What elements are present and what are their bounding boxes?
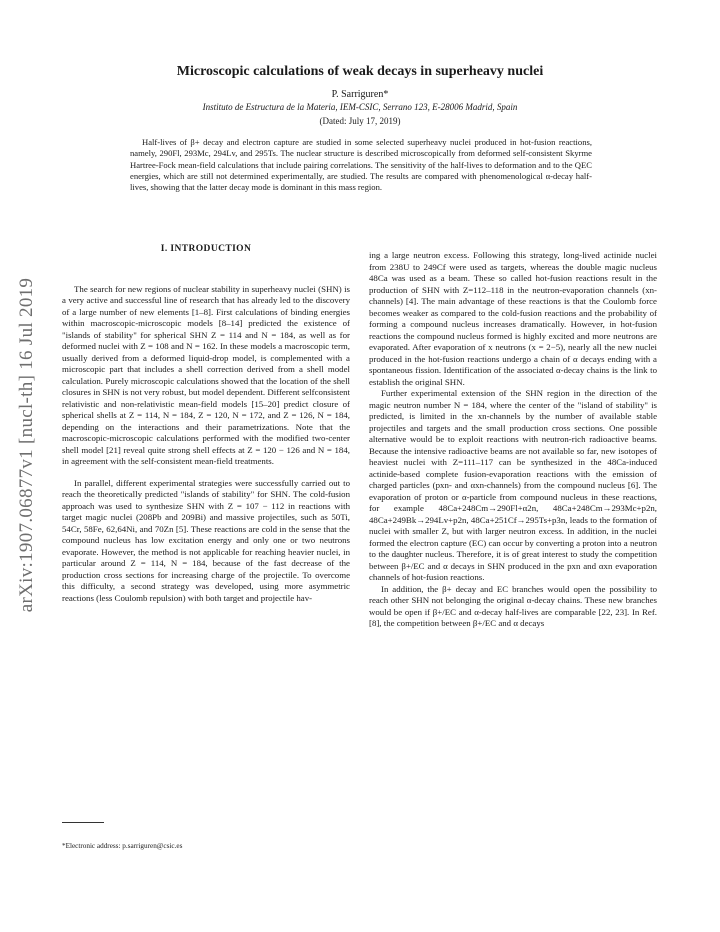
author-name: P. Sarriguren* (331, 89, 389, 100)
paragraph: In addition, the β+ decay and EC branches would open the possibility to reach other SHN not belonging the original α-decay chains. These new branches would be open if β+/EC and α-decay half-lives are comparable [22, 23]. In Ref. [8], the competition between β+/EC and α decays (369, 583, 657, 628)
left-column (62, 244, 350, 604)
paragraph: Further experimental extension of the SHN region in the direction of the magic neutron number N = 184, where the center of the "island of stability" is predicted, is limited in the xn-channels by the number of available stable projectiles and targets and the small production cross sections. One possible alternative would be to exploit reactions with neutron-rich radioactive beams. Because the intensive radioactive beams are not available so far, new isotopes of heaviest nuclei with Z=111–117 can be synthesized in the 48Ca-induced actinide-based complete fusion-evaporation reactions with the emission of charged particles (pxn- and αxn-channels) from the compound nucleus [6]. The evaporation of proton or α-particle from compound nucleus in these reactions, for example 48Ca+248Cm→290Fl+α2n, 48Ca+248Cm→293Mc+p2n, 48Ca+249Bk→294Lv+p2n, 48Ca+251Cf→295Ts+p3n, leads to the formation of nuclei with smaller Z, but with larger neutron excess. In addition, in the nuclei formed the electron capture (EC) can occur by converting a proton into a neutron to the daughter nucleus. Therefore, it is of great interest to study the competition between β+/EC and α decays in SHN produced in the pxn and αxn evaporation channels of hot-fusion reactions. (369, 388, 657, 582)
right-column (369, 250, 657, 630)
section-heading: I. INTRODUCTION (160, 244, 252, 254)
arxiv-sidebar (8, 235, 46, 655)
paragraph: In parallel, different experimental strategies were successfully carried out to reach the theoretically predicted "islands of stability" for SHN. The cold-fusion approach was used to synthesize SHN with Z = 107 − 112 in reactions with target magic nuclei (208Pb and 209Bi) and massive projectiles, such as 50Ti, 54Cr, 58Fe, 62,64Ni, and 70Zn [5]. These reactions are cold in the sense that the compound nucleus has low excitation energy and only one or two neutrons evaporate. However, the method is not applicable for reaching heavier nuclei, in particular around Z = 114, N = 184, because of the fast decrease of the production cross sections for increasing charge of the projectile. To overcome this difficulty, a second strategy was developed, using more asymmetric reactions (less Coulomb repulsion) with both target and projectile hav- (62, 477, 350, 603)
paper-title: Microscopic calculations of weak decays in superheavy nuclei (176, 64, 544, 79)
paragraph: ing a large neutron excess. Following this strategy, long-lived actinide nuclei from 238U to 249Cf were used as targets, whereas the double magic nucleus 48Ca was used as a beam. These so called hot-fusion reactions result in the production of SHN with Z=112–118 in the neutron-evaporation channels (xn-channels) [4]. The main advantage of these reactions is that the Coulomb force becomes weaker as compared to the cold-fusion reactions and the probability of forming a compound nucleus increases dramatically. However, in hot-fusion reactions the compound nucleus formed is highly excited and more neutrons are evaporated. After evaporation of x neutrons (x = 2−5), nearly all the new nuclei produced in the hot-fusion reactions undergo a chain of α decays ending with a spontaneous fission. Identification of the associated α-decay chains is the link to establish the original SHN. (369, 250, 657, 387)
abstract: Half-lives of β+ decay and electron capture are studied in some selected superheavy nuclei produced in hot-fusion reactions, namely, 290Fl, 293Mc, 294Lv, and 295Ts. The nuclear structure is described microscopically from deformed self-consistent Skyrme Hartree-Fock mean-field calculations that include pairing correlations. The sensitivity of the half-lives to deformation and to the QEC energies, which are still not determined experimentally, are studied. The results are compared with phenomenological α-decay half-lives, showing that the latter decay mode is dominant in this mass region. (130, 137, 592, 193)
arxiv-identifier: arXiv:1907.06877v1 [nucl-th] 16 Jul 2019 (16, 277, 37, 613)
paragraph: The search for new regions of nuclear stability in superheavy nuclei (SHN) is a very active and successful line of research that has already led to the discovery of a large number of new elements [1–8]. First calculations of binding energies within macroscopic-microscopic models [8–14] predicted the existence of "islands of stability" for spherical SHN Z = 114 and N = 184, as well as for deformed nuclei with Z = 108 and N = 162. In these models a macroscopic term, usually derived from a deformed liquid-drop model, is complemented with a microscopic part that includes a shell correction derived from a shell model calculation. Purely microscopic calculations showed that the location of the shell closures in SHN is not very robust, but model dependent. Different selfconsistent relativistic and non-relativistic mean-field models [15–20] predict closure of spherical shells at Z = 114, N = 184, Z = 120, N = 172, and Z = 126, N = 184, depending on the interactions and their parametrizations. Note that the macroscopic-microscopic calculations performed with the modified two-center shell model [21] reveal quite strong shell effects at Z = 120 − 126 and N = 184, in agreement with the self-consistent mean-field treatments. (62, 283, 350, 466)
footnote: *Electronic address: p.sarriguren@csic.es (62, 842, 183, 850)
footnote-rule (62, 822, 104, 823)
date-line: (Dated: July 17, 2019) (319, 116, 401, 126)
author-affiliation: Instituto de Estructura de la Materia, IEM-CSIC, Serrano 123, E-28006 Madrid, Spain (202, 102, 518, 112)
